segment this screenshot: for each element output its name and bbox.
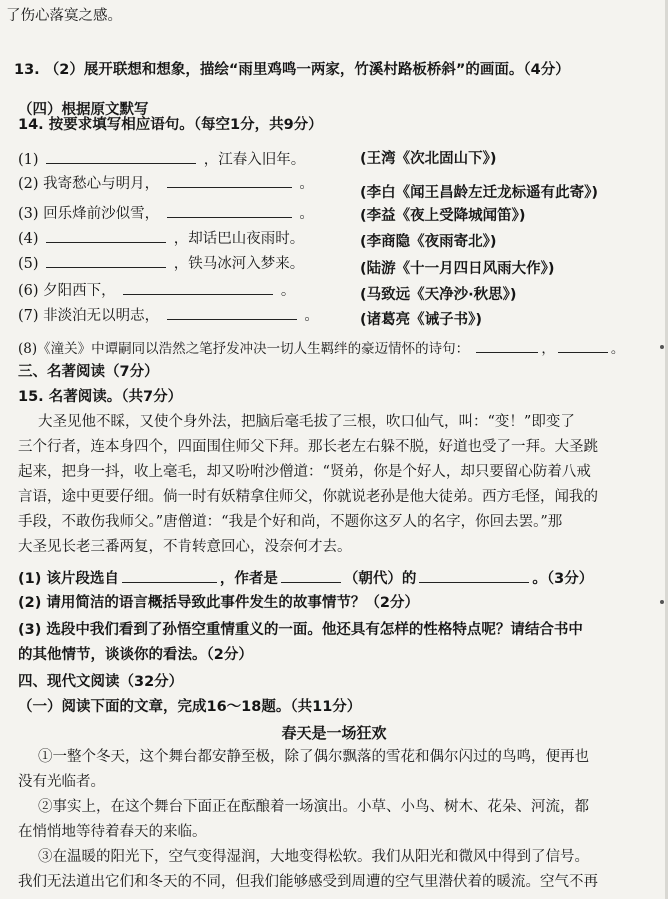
reading-1-intro: （一）阅读下面的文章，完成16～18题。（共11分）	[18, 699, 362, 715]
top-fragment: 了伤心落寞之感。	[6, 8, 122, 24]
question-15-1	[18, 568, 593, 589]
article-title: 春天是一场狂欢	[281, 724, 387, 742]
article-line: 在悄悄地等待着春天的来临。	[18, 824, 207, 840]
fill-source-5: (陆游《十一月四日风雨大作》)	[360, 261, 555, 277]
answer-blank[interactable]	[46, 149, 196, 164]
section-3-heading: 三、名著阅读（7分）	[18, 364, 159, 380]
line-after: 。	[304, 308, 319, 324]
fill-source-2: (李白《闻王昌龄左迁龙标遥有此寄》)	[360, 185, 599, 201]
answer-blank[interactable]	[167, 305, 297, 320]
answer-blank[interactable]	[123, 280, 273, 295]
answer-blank[interactable]	[167, 203, 292, 218]
answer-blank[interactable]	[281, 568, 341, 583]
scan-mark	[660, 600, 664, 604]
fill-item-3	[18, 203, 314, 224]
line-after: 。	[280, 283, 296, 299]
question-15-3: (3) 选段中我们看到了孙悟空重情重义的一面。他还具有怎样的性格特点呢？请结合书中	[18, 622, 583, 638]
line-after: ，江春入旧年。	[203, 152, 306, 168]
q15-1-text-a: (1) 该片段选自	[18, 571, 119, 587]
line-before: 夕阳西下，	[43, 283, 116, 299]
passage-line: 大圣见长老三番两复，不肯转意回心，没奈何才去。	[18, 539, 352, 555]
item-number: (5)	[18, 256, 39, 272]
passage-line: 言语，途中更要仔细。倘一时有妖精拿住师父，你就说老孙是他大徒弟。西方毛怪，闻我的	[18, 489, 598, 505]
item-number: (2)	[18, 176, 39, 192]
passage-line: 三个行者，连本身四个，四面围住师父下拜。那长老左右躲不脱，好道也受了一拜。大圣跳	[18, 439, 598, 455]
line-after: ，铁马冰河入梦来。	[173, 256, 305, 272]
line-after: ，却话巴山夜雨时。	[173, 231, 305, 247]
fill-item-6	[18, 280, 295, 301]
line-before: 回乐烽前沙似雪，	[43, 206, 160, 222]
fill-item-1	[18, 149, 305, 170]
article-line: ①一整个冬天，这个舞台都安静至极，除了偶尔飘落的雪花和偶尔闪过的鸟鸣，便再也	[38, 749, 589, 765]
question-15-2: (2) 请用简洁的语言概括导致此事件发生的故事情节？（2分）	[18, 595, 419, 611]
fill-source-6: (马致远《天净沙·秋思》)	[360, 287, 517, 303]
article-line: 我们无法道出它们和冬天的不同，但我们能够感受到周遭的空气里潜伏着的暖流。空气不再	[18, 874, 598, 890]
article-line: ②事实上，在这个舞台下面正在酝酿着一场演出。小草、小鸟、树木、花朵、河流，都	[38, 799, 589, 815]
scan-mark	[660, 345, 664, 349]
fill-item-4	[18, 228, 304, 249]
answer-blank[interactable]	[46, 253, 166, 268]
q15-1-text-d: 。（3分）	[532, 571, 594, 587]
q15-1-text-b: ，作者是	[219, 571, 278, 587]
passage-line: 起来，把身一抖，收上毫毛，却又吩咐沙僧道：“贤弟，你是个好人，却只要留心防着八戒	[18, 464, 591, 480]
item-number: (3)	[18, 206, 39, 222]
item-number: (4)	[18, 231, 39, 247]
question-14: 14. 按要求填写相应语句。（每空1分，共9分）	[18, 117, 323, 133]
article-line: 没有光临者。	[18, 774, 105, 790]
fill-item-2	[18, 173, 314, 194]
fill-item-5	[18, 253, 304, 274]
question-15: 15. 名著阅读。（共7分）	[18, 389, 183, 405]
section-4b-heading: 四、现代文阅读（32分）	[18, 674, 184, 690]
fill-source-1: (王湾《次北固山下》)	[360, 151, 497, 167]
passage-line: 大圣见他不睬，又使个身外法，把脑后毫毛拔了三根，吹口仙气，叫：“变！”即变了	[38, 414, 575, 430]
line-after: 。	[299, 206, 314, 222]
answer-blank[interactable]	[558, 338, 608, 353]
question-13-2: 13. （2）展开联想和想象，描绘“雨里鸡鸣一两家，竹溪村路板桥斜”的画面。（4分）	[14, 62, 570, 78]
q15-1-text-c: （朝代）的	[343, 571, 417, 587]
passage-line: 手段，不敢伤我师父。”唐僧道：“我是个好和尚，不题你这歹人的名字，你回去罢。”那	[18, 514, 563, 530]
article-line: ③在温暖的阳光下，空气变得湿润，大地变得松软。我们从阳光和微风中得到了信号。	[38, 849, 589, 865]
fill-source-4: (李商隐《夜雨寄北》)	[360, 234, 497, 250]
item-number: (6)	[18, 283, 39, 299]
item-number: (1)	[18, 152, 39, 168]
item-8-text: (8)《潼关》中谭嗣同以浩然之笔抒发冲决一切人生羁绊的豪迈情怀的诗句：	[18, 341, 470, 357]
answer-blank[interactable]	[476, 338, 538, 353]
answer-blank[interactable]	[419, 568, 529, 583]
answer-blank[interactable]	[167, 173, 292, 188]
item-number: (7)	[18, 308, 39, 324]
fill-source-7: (诸葛亮《诫子书》)	[360, 312, 483, 328]
question-15-3-cont: 的其他情节，谈谈你的看法。（2分）	[18, 647, 253, 663]
line-before: 非淡泊无以明志，	[43, 308, 160, 324]
line-before: 我寄愁心与明月，	[43, 176, 160, 192]
section-4-heading: （四）根据原文默写	[18, 102, 149, 118]
fill-source-3: (李益《夜上受降城闻笛》)	[360, 208, 526, 224]
answer-blank[interactable]	[46, 228, 166, 243]
line-after: 。	[299, 176, 314, 192]
answer-blank[interactable]	[122, 568, 217, 583]
fill-item-7	[18, 305, 319, 326]
fill-item-8: (8)《潼关》中谭嗣同以浩然之笔抒发冲决一切人生羁绊的豪迈情怀的诗句： ， 。	[18, 338, 624, 359]
